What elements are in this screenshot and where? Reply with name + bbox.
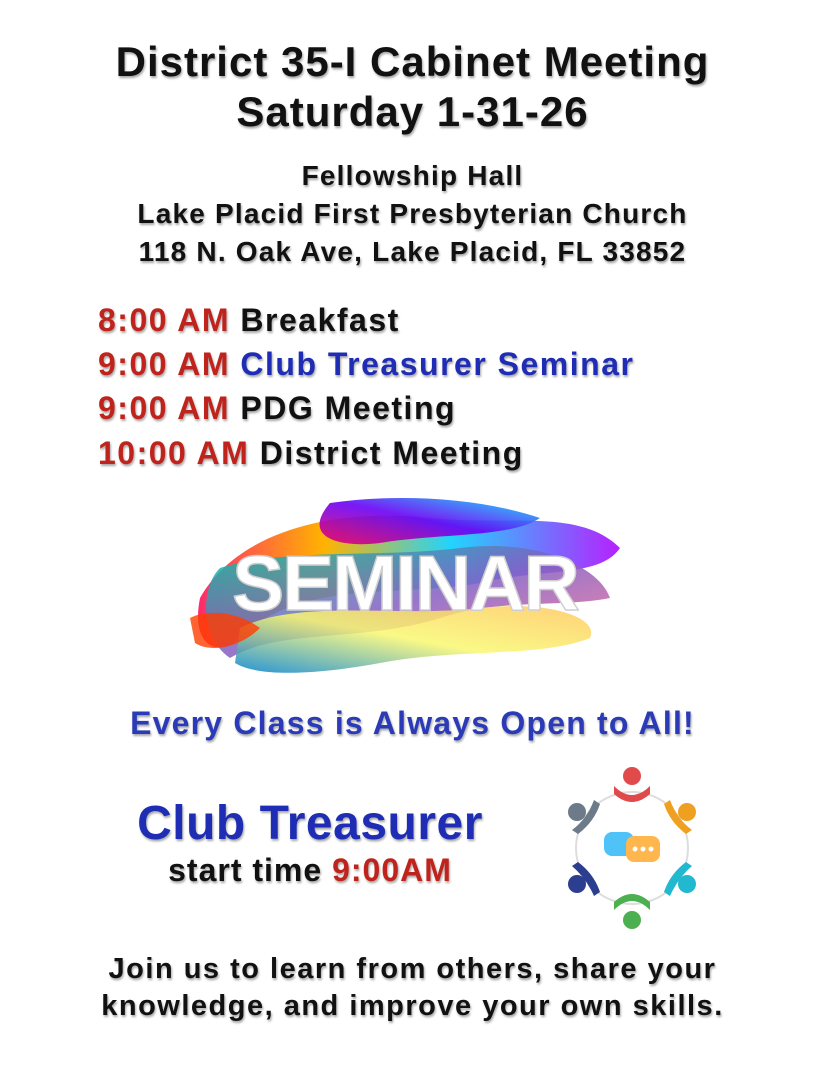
person-bottom-icon	[614, 894, 650, 929]
schedule-time: 9:00 AM	[98, 390, 231, 426]
schedule-item	[98, 302, 400, 339]
person-bottom-right-icon	[664, 862, 696, 896]
start-time-value: 9:00AM	[332, 852, 452, 888]
schedule-event: Breakfast	[240, 302, 400, 338]
venue-church: Lake Placid First Presbyterian Church	[137, 198, 688, 229]
footer-line-2: knowledge, and improve your own skills.	[101, 990, 724, 1022]
start-time-label: start time	[168, 852, 323, 888]
person-top-left-icon	[568, 800, 600, 834]
person-top-right-icon	[664, 800, 696, 834]
schedule-item	[98, 435, 524, 472]
schedule-item	[98, 346, 634, 383]
person-top-icon	[614, 767, 650, 802]
chat-bubbles-icon	[604, 832, 660, 862]
schedule-event: District Meeting	[259, 435, 524, 471]
venue-address: 118 N. Oak Ave, Lake Placid, FL 33852	[138, 236, 687, 267]
schedule-time: 9:00 AM	[98, 346, 231, 382]
team-discussion-icon	[552, 764, 712, 932]
seminar-logo	[180, 488, 630, 688]
tagline: Every Class is Always Open to All!	[130, 705, 695, 741]
schedule-event: PDG Meeting	[240, 390, 457, 426]
page-title: District 35-I Cabinet Meeting	[115, 38, 710, 85]
schedule-time: 8:00 AM	[98, 302, 231, 338]
club-treasurer-start-time	[100, 852, 520, 889]
schedule-item	[98, 390, 456, 427]
person-bottom-left-icon	[568, 862, 600, 896]
schedule-time: 10:00 AM	[98, 435, 250, 471]
seminar-logo-text: SEMINAR	[232, 539, 578, 627]
venue-hall: Fellowship Hall	[301, 160, 524, 191]
club-treasurer-title: Club Treasurer	[137, 797, 483, 850]
schedule-event: Club Treasurer Seminar	[240, 346, 635, 382]
page-subtitle-date: Saturday 1-31-26	[236, 88, 589, 135]
footer-line-1: Join us to learn from others, share your	[108, 953, 717, 985]
